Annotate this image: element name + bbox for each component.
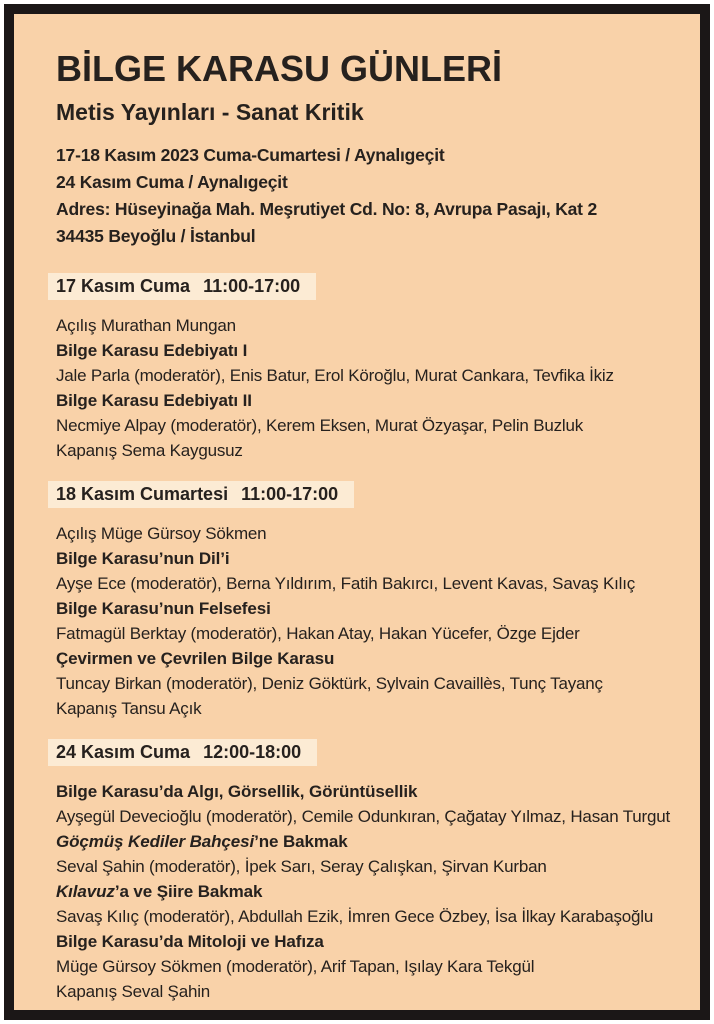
line-segment: Bilge Karasu’nun Dil’i [56, 549, 230, 569]
line-segment: Tuncay Birkan (moderatör), Deniz Göktürk, Sylvain Cavaillès, Tunç Tayanç [56, 674, 603, 694]
session-speakers-line [56, 438, 680, 463]
session-speakers-line [56, 413, 680, 438]
line-segment: Bilge Karasu’nun Felsefesi [56, 599, 271, 619]
poster-content [14, 14, 700, 1004]
session-time: 12:00-18:00 [203, 742, 302, 763]
session-topic-line [56, 829, 680, 854]
session-header [48, 273, 316, 300]
session-topic-line [56, 779, 680, 804]
session-time: 11:00-17:00 [241, 484, 339, 505]
session-block [56, 739, 680, 1004]
session-speakers-line [56, 954, 680, 979]
session-speakers-line [56, 671, 680, 696]
session-speakers-line [56, 313, 680, 338]
session-speakers-line [56, 521, 680, 546]
line-segment: Bilge Karasu Edebiyatı I [56, 341, 248, 361]
session-speakers-line [56, 696, 680, 721]
line-segment: ’ne Bakmak [254, 832, 348, 852]
line-segment: Göçmüş Kediler Bahçesi [56, 832, 255, 852]
session-body [56, 313, 680, 463]
line-segment: Ayşegül Devecioğlu (moderatör), Cemile Odunkıran, Çağatay Yılmaz, Hasan Turgut [56, 807, 671, 827]
session-header [48, 739, 317, 766]
line-segment: Savaş Kılıç (moderatör), Abdullah Ezik, İmren Gece Özbey, İsa İlkay Karabaşoğlu [56, 907, 654, 927]
line-segment: Necmiye Alpay (moderatör), Kerem Eksen, Murat Özyaşar, Pelin Buzluk [56, 416, 584, 436]
session-time: 11:00-17:00 [203, 276, 301, 297]
line-segment: Açılış Murathan Mungan [56, 316, 236, 336]
session-topic-line [56, 879, 680, 904]
line-segment: Kılavuz [56, 882, 115, 902]
session-block [56, 481, 680, 721]
line-segment: Çevirmen ve Çevrilen Bilge Karasu [56, 649, 335, 669]
poster-subtitle: Metis Yayınları - Sanat Kritik [56, 99, 364, 126]
session-header [48, 481, 354, 508]
session-speakers-line [56, 979, 680, 1004]
line-segment: Bilge Karasu Edebiyatı II [56, 391, 252, 411]
line-segment: Kapanış Sema Kaygusuz [56, 441, 243, 461]
session-date: 17 Kasım Cuma [56, 276, 191, 297]
line-segment: Müge Gürsoy Sökmen (moderatör), Arif Tapan, Işılay Kara Tekgül [56, 957, 535, 977]
session-topic-line [56, 338, 680, 363]
session-topic-line [56, 388, 680, 413]
session-date: 24 Kasım Cuma [56, 742, 191, 763]
session-body [56, 521, 680, 721]
session-speakers-line [56, 571, 680, 596]
session-speakers-line [56, 363, 680, 388]
session-date: 18 Kasım Cumartesi [56, 484, 229, 505]
session-body [56, 779, 680, 1004]
line-segment: Açılış Müge Gürsoy Sökmen [56, 524, 267, 544]
line-segment: Seval Şahin (moderatör), İpek Sarı, Seray Çalışkan, Şirvan Kurban [56, 857, 547, 877]
poster-frame [4, 4, 710, 1020]
session-topic-line [56, 646, 680, 671]
line-segment: Kapanış Tansu Açık [56, 699, 202, 719]
session-topic-line [56, 596, 680, 621]
line-segment: Kapanış Seval Şahin [56, 982, 211, 1002]
info-line: 24 Kasım Cuma / Aynalıgeçit [56, 172, 288, 193]
line-segment: Ayşe Ece (moderatör), Berna Yıldırım, Fatih Bakırcı, Levent Kavas, Savaş Kılıç [56, 574, 636, 594]
session-speakers-line [56, 904, 680, 929]
line-segment: Fatmagül Berktay (moderatör), Hakan Atay, Hakan Yücefer, Özge Ejder [56, 624, 580, 644]
session-speakers-line [56, 621, 680, 646]
line-segment: ’a ve Şiire Bakmak [114, 882, 263, 902]
session-speakers-line [56, 854, 680, 879]
poster-title: BİLGE KARASU GÜNLERİ [56, 48, 503, 89]
session-topic-line [56, 546, 680, 571]
session-list [56, 273, 680, 1004]
info-line: Adres: Hüseyinağa Mah. Meşrutiyet Cd. No: 8, Avrupa Pasajı, Kat 2 [56, 199, 597, 220]
line-segment: Jale Parla (moderatör), Enis Batur, Erol Köroğlu, Murat Cankara, Tevfika İkiz [56, 366, 614, 386]
line-segment: Bilge Karasu’da Algı, Görsellik, Görüntüsellik [56, 782, 418, 802]
info-line: 17-18 Kasım 2023 Cuma-Cumartesi / Aynalıgeçit [56, 145, 445, 166]
session-block [56, 273, 680, 463]
session-speakers-line [56, 804, 680, 829]
line-segment: Bilge Karasu’da Mitoloji ve Hafıza [56, 932, 324, 952]
event-info [56, 142, 680, 250]
session-topic-line [56, 929, 680, 954]
info-line: 34435 Beyoğlu / İstanbul [56, 226, 256, 247]
